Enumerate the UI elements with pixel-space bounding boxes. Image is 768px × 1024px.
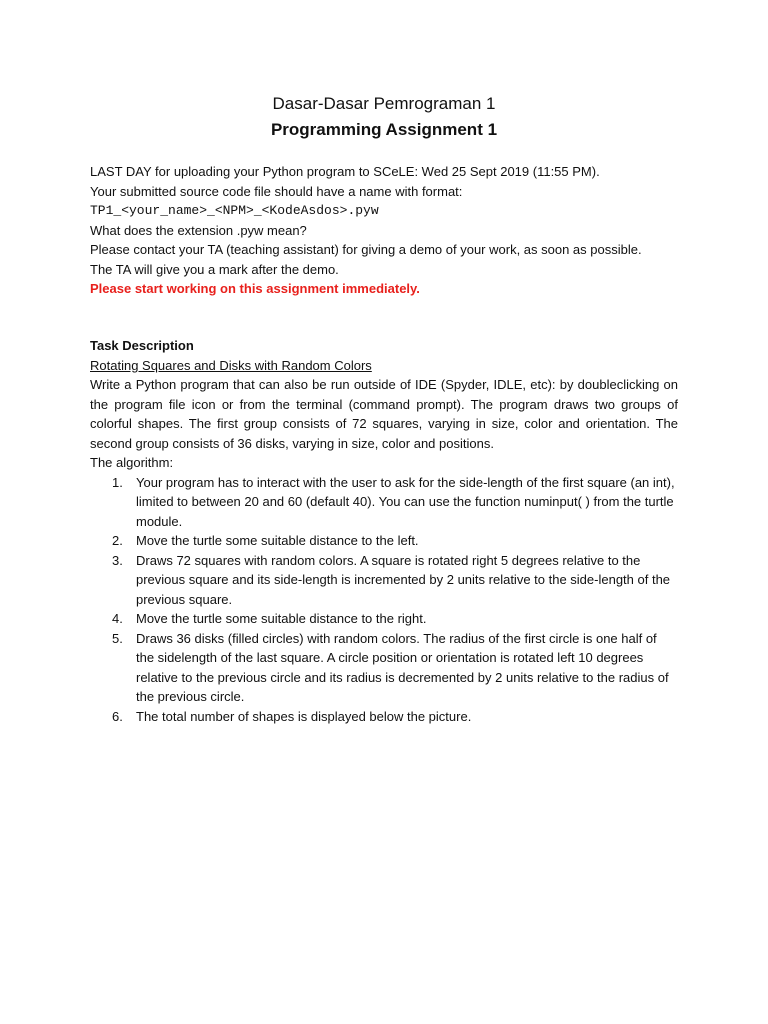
algorithm-label: The algorithm: bbox=[90, 455, 174, 470]
algorithm-list bbox=[90, 473, 678, 727]
assignment-title: Programming Assignment 1 bbox=[270, 120, 498, 139]
step-number: 2. bbox=[112, 533, 123, 548]
step-number: 4. bbox=[112, 611, 123, 626]
extension-question: What does the extension .pyw mean? bbox=[90, 222, 307, 238]
warning-line: Please start working on this assignment immediately. bbox=[90, 281, 420, 296]
step-text: Your program has to interact with the user to ask for the side-length of the first square (an int), limited to between 20 and 60 (default 40). You can use the function numinput( ) from the turtle module. bbox=[136, 474, 675, 529]
list-item bbox=[90, 531, 678, 551]
task-subheading: Rotating Squares and Disks with Random Colors bbox=[90, 357, 372, 373]
step-text: Draws 72 squares with random colors. A square is rotated right 5 degrees relative to the previous square and its side-length is incremented by 2 units relative to the side-length of the previous square. bbox=[136, 552, 671, 607]
filename-instruction: Your submitted source code file should have a name with format: bbox=[90, 183, 463, 199]
step-text: The total number of shapes is displayed below the picture. bbox=[136, 708, 472, 724]
contact-ta-line: Please contact your TA (teaching assistant) for giving a demo of your work, as soon as possible. bbox=[90, 242, 642, 257]
step-number: 1. bbox=[112, 474, 123, 490]
list-item bbox=[90, 473, 678, 532]
step-number: 3. bbox=[112, 552, 123, 568]
course-title: Dasar-Dasar Pemrograman 1 bbox=[272, 94, 496, 113]
list-item bbox=[90, 551, 678, 610]
intro-section bbox=[90, 162, 678, 299]
step-number: 6. bbox=[112, 708, 123, 724]
list-item bbox=[90, 609, 678, 629]
step-text: Move the turtle some suitable distance to the right. bbox=[136, 611, 427, 626]
list-item bbox=[90, 629, 678, 707]
step-number: 5. bbox=[112, 630, 123, 646]
step-text: Draws 36 disks (filled circles) with random colors. The radius of the first circle is one half of the sidelength of the last square. A circle position or orientation is rotated left 10 degrees relative to the previous circle and its radius is decremented by 2 units relative to the radius of the previous circle. bbox=[136, 630, 669, 704]
step-text: Move the turtle some suitable distance to the left. bbox=[136, 533, 419, 548]
filename-format: TP1_<your_name>_<NPM>_<KodeAsdos>.pyw bbox=[90, 203, 379, 218]
task-section bbox=[90, 336, 678, 726]
task-heading: Task Description bbox=[90, 338, 194, 353]
list-item bbox=[90, 707, 678, 727]
deadline-line: LAST DAY for uploading your Python program to SCeLE: Wed 25 Sept 2019 (11:55 PM). bbox=[90, 164, 600, 179]
mark-note: The TA will give you a mark after the demo. bbox=[90, 261, 339, 277]
task-description: Write a Python program that can also be run outside of IDE (Spyder, IDLE, etc): by doubleclicking on the program file icon or from the terminal (command prompt). The program draws two groups of colorful shapes. The first group consists of 72 squares, varying in size, color and orientation. The second group consists of 36 disks, varying in size, color and positions. bbox=[90, 377, 678, 451]
